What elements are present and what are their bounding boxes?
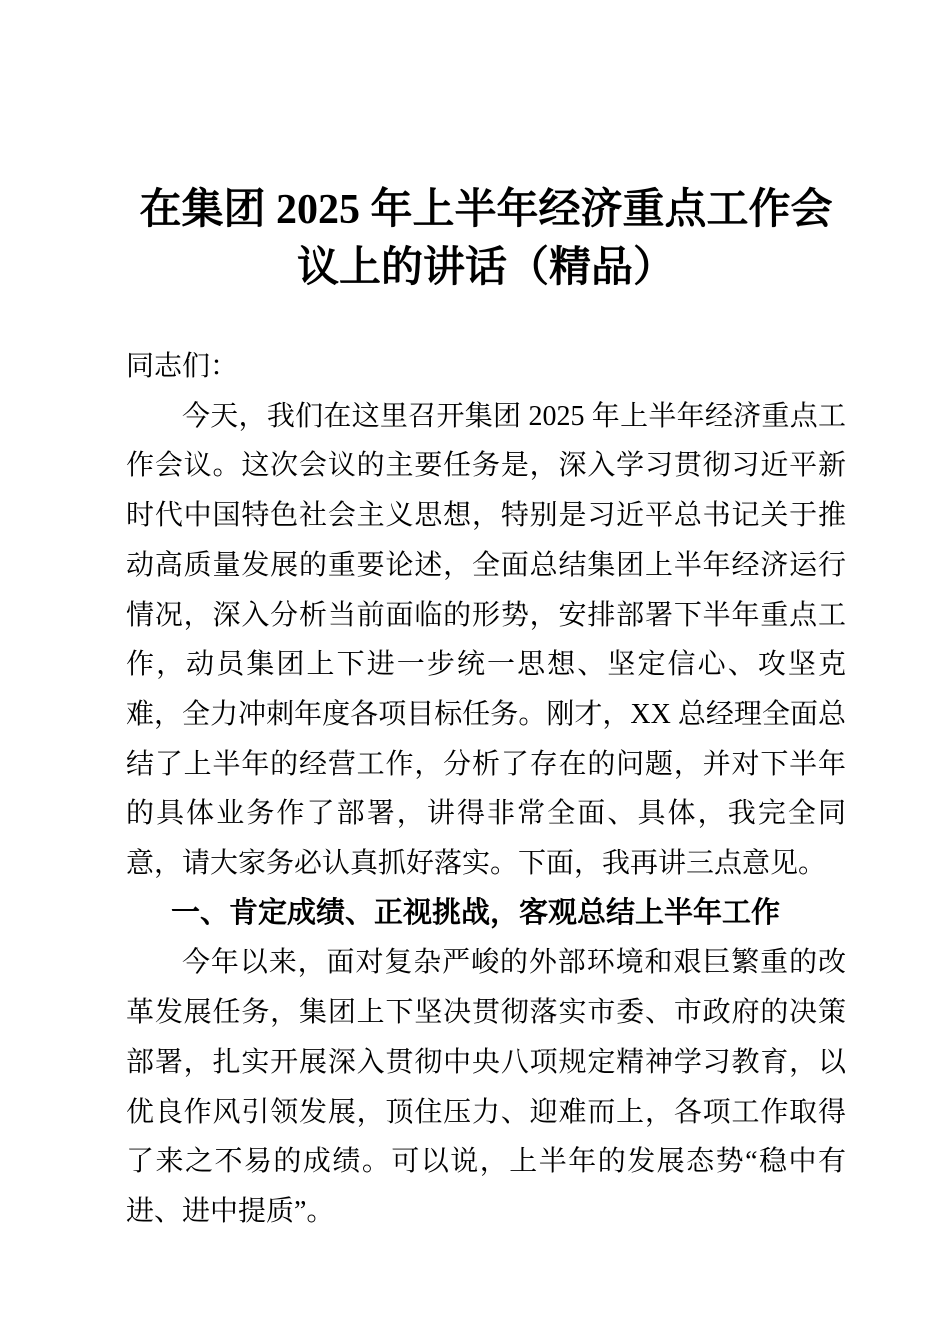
salutation: 同志们： bbox=[126, 351, 239, 382]
intro-paragraph: 今天，我们在这里召开集团 2025 年上半年经济重点工作会议。这次会议的主要任务是，深入学习贯彻习近平新时代中国特色社会主义思想，特别是习近平总书记关于推动高质量发展的重要论述，全面总结集团上半年经济运行情况，深入分析当前面临的形势，安排部署下半年重点工作，动员集团上下进一步统一思想、坚定信心、攻坚克难，全力冲刺年度各项目标任务。刚才，XX 总经理全面总结了上半年的经营工作，分析了存在的问题，并对下半年的具体业务作了部署，讲得非常全面、具体，我完全同意，请大家务必认真抓好落实。下面，我再讲三点意见。 bbox=[126, 400, 846, 880]
section-1-heading: 一、肯定成绩、正视挑战，客观总结上半年工作 bbox=[170, 896, 780, 929]
document-title: 在集团 2025 年上半年经济重点工作会议上的讲话（精品） bbox=[139, 187, 833, 291]
document-body bbox=[126, 342, 846, 1237]
section-1-paragraph: 今年以来，面对复杂严峻的外部环境和艰巨繁重的改革发展任务，集团上下坚决贯彻落实市委、市政府的决策部署，扎实开展深入贯彻中央八项规定精神学习教育，以优良作风引领发展，顶住压力、迎难而上，各项工作取得了来之不易的成绩。可以说，上半年的发展态势“稳中有进、进中提质”。 bbox=[126, 947, 846, 1227]
